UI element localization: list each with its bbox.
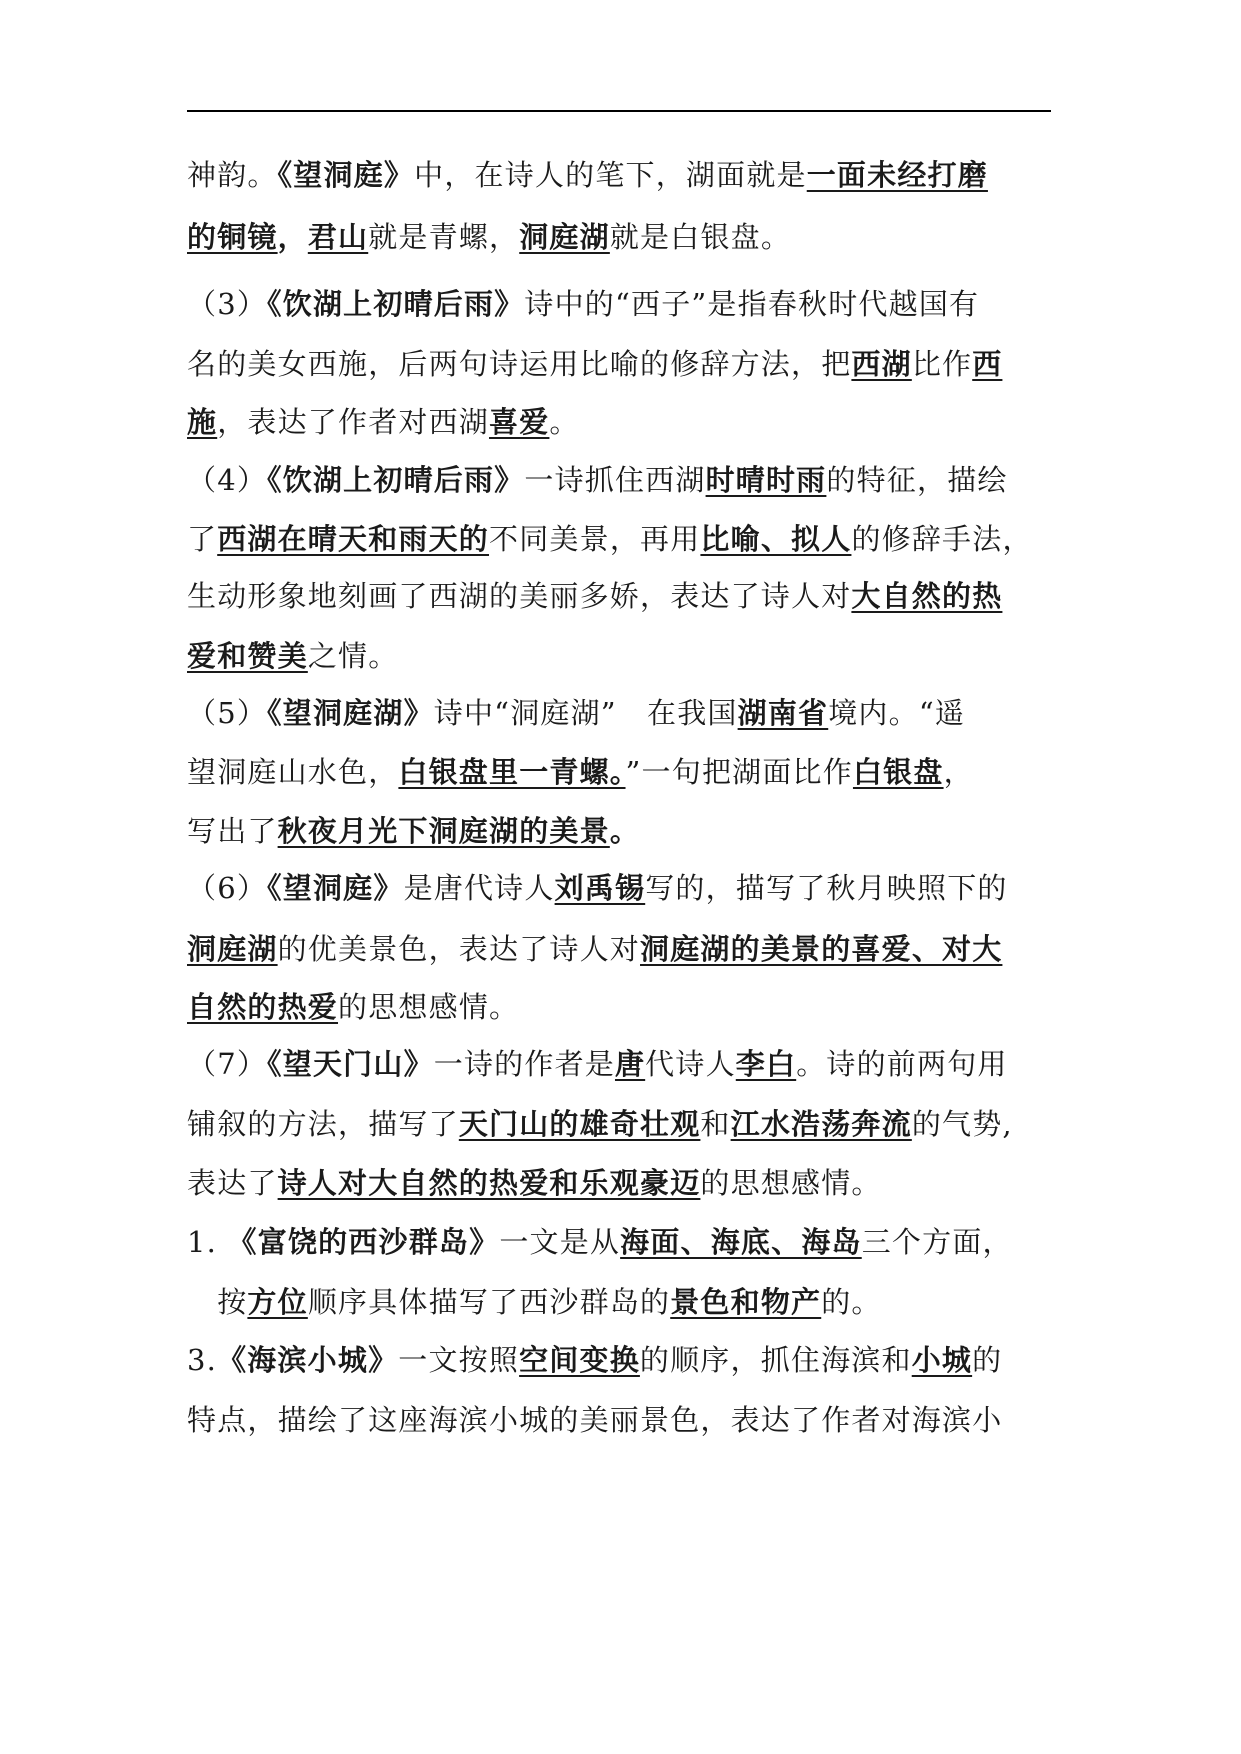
- answer-text: 君山: [307, 220, 369, 254]
- answer-text: 白银盘: [852, 755, 944, 789]
- body-text: 铺叙的方法，描写了: [187, 1107, 459, 1141]
- body-text: 写的，描写了秋月映照下的: [645, 871, 1008, 905]
- body-text: 的。: [821, 1285, 882, 1319]
- body-text: 名的美女西施，后两句诗运用比喻的修辞方法，把: [187, 347, 852, 381]
- body-text: 一诗抓住西湖: [524, 463, 706, 497]
- text-line: [187, 1400, 1057, 1440]
- text-line: [187, 519, 1057, 559]
- body-text: 代诗人: [645, 1047, 736, 1081]
- body-text: 神韵。: [187, 158, 278, 192]
- body-text: （5）: [187, 696, 268, 730]
- text-line: [187, 811, 1057, 851]
- answer-text: 天门山的雄奇壮观: [458, 1107, 701, 1141]
- answer-text: 爱和赞美: [187, 639, 308, 673]
- answer-text: 施: [187, 405, 218, 439]
- body-text: 就是青螺，: [368, 220, 520, 254]
- answer-text: 洞庭湖: [519, 220, 610, 254]
- title-text: 《富饶的西沙群岛》: [227, 1225, 500, 1259]
- text-line: [187, 929, 1057, 969]
- body-text: 生动形象地刻画了西湖的美丽多娇，表达了诗人对: [187, 579, 852, 613]
- text-line: [187, 1104, 1057, 1144]
- body-text: ，: [943, 755, 974, 789]
- title-text: 《望洞庭》: [267, 871, 404, 905]
- body-text: 顺序具体描写了西沙群岛的: [307, 1285, 671, 1319]
- text-line: [187, 1163, 1057, 1203]
- answer-text: 李白: [735, 1047, 797, 1081]
- answer-text: 自然的热爱: [187, 990, 339, 1024]
- body-text: 的气势,: [911, 1107, 1013, 1141]
- body-text: 写出了: [187, 814, 278, 848]
- body-text: 。: [549, 405, 580, 439]
- body-text: （6）: [187, 871, 268, 905]
- text-line: [187, 155, 1057, 195]
- answer-text: 西湖在晴天和雨天的: [217, 522, 490, 556]
- title-text: 《饮湖上初晴后雨》: [267, 287, 525, 321]
- answer-text: 诗人对大自然的热爱和乐观豪迈: [277, 1166, 701, 1200]
- title-text: 《饮湖上初晴后雨》: [267, 463, 525, 497]
- body-text: 3.: [187, 1343, 218, 1377]
- body-text: 特点，描绘了这座海滨小城的美丽景色，表达了作者对海滨小: [187, 1403, 1003, 1437]
- answer-text: 喜爱: [489, 405, 550, 439]
- body-text: 诗中的“西子”是指春秋时代越国有: [524, 287, 980, 321]
- text-line: [187, 1044, 1057, 1084]
- answer-text: 刘禹锡: [554, 871, 646, 905]
- body-text: 之情。: [307, 639, 399, 673]
- answer-text: 洞庭湖: [187, 932, 278, 966]
- answer-text: 西: [972, 347, 1003, 381]
- header-rule: [187, 110, 1051, 112]
- body-text: 就是白银盘。: [609, 220, 792, 254]
- answer-text: 景色和物产: [670, 1285, 822, 1319]
- title-text: 《望洞庭》: [277, 158, 415, 192]
- body-text: 一文按照: [398, 1343, 520, 1377]
- answer-text: 湖南省: [737, 696, 829, 730]
- text-line: [187, 1282, 1057, 1322]
- body-text: ”一句把湖面比作: [625, 755, 853, 789]
- answer-text: 西湖: [851, 347, 912, 381]
- body-text: 的顺序，抓住海滨和: [639, 1343, 912, 1377]
- answer-text: 比喻、拟人: [700, 522, 852, 556]
- answer-text: 空间变换: [519, 1343, 640, 1377]
- body-text: ，表达了作者对西湖: [217, 405, 490, 439]
- body-text: （3）: [187, 287, 268, 321]
- title-text: 《望天门山》: [267, 1047, 434, 1081]
- answer-text: 洞庭湖的美景的喜爱、对大: [640, 932, 1003, 966]
- body-text: 一文是从: [499, 1225, 621, 1259]
- answer-text: 小城: [911, 1343, 973, 1377]
- body-text: 望洞庭山水色，: [187, 755, 399, 789]
- title-text: 《海滨小城》: [217, 1343, 399, 1377]
- body-text: （4）: [187, 463, 268, 497]
- title-text: 《望洞庭湖》: [267, 696, 434, 730]
- answer-text: 白银盘里一青螺。: [398, 755, 626, 789]
- body-text: 。诗的前两句用: [796, 1047, 1008, 1081]
- text-line: [187, 987, 1057, 1027]
- body-text: 的: [972, 1343, 1003, 1377]
- body-text: 一诗的作者是: [433, 1047, 615, 1081]
- text-line: [187, 868, 1057, 908]
- body-text: 的优美景色，表达了诗人对: [277, 932, 641, 966]
- text-line: [187, 576, 1057, 616]
- text-line: [187, 460, 1057, 500]
- body-text: 不同美景，再用: [489, 522, 701, 556]
- body-text: 的思想感情。: [338, 990, 520, 1024]
- body-text: 的修辞手法，: [851, 522, 1033, 556]
- body-text: 的思想感情。: [700, 1166, 882, 1200]
- text-line: [187, 752, 1057, 792]
- text-line: [187, 284, 1057, 324]
- body-text: 是唐代诗人: [403, 871, 555, 905]
- text-line: [187, 636, 1057, 676]
- answer-text: 唐: [614, 1047, 646, 1081]
- text-line: [187, 1222, 1057, 1262]
- answer-text: 大自然的热: [851, 579, 1003, 613]
- body-text: 三个方面，: [861, 1225, 1013, 1259]
- body-text: 按: [187, 1285, 248, 1319]
- answer-text: 时晴时雨: [705, 463, 827, 497]
- body-text: （7）: [187, 1047, 268, 1081]
- text-line: [187, 344, 1057, 384]
- text-line: [187, 1340, 1057, 1380]
- answer-text: 方位: [247, 1285, 308, 1319]
- answer-text: 的铜镜: [187, 220, 278, 254]
- answer-text: 海面、海底、海岛: [620, 1225, 862, 1259]
- answer-text: 江水浩荡奔流: [730, 1107, 912, 1141]
- body-text: 比作: [911, 347, 973, 381]
- answer-text: 一面未经打磨: [806, 158, 988, 192]
- title-text: 。: [609, 814, 641, 848]
- text-line: [187, 217, 1057, 257]
- title-text: ，: [277, 220, 308, 254]
- body-text: 境内。“遥: [828, 696, 966, 730]
- body-text: 和: [700, 1107, 731, 1141]
- body-text: 了: [187, 522, 218, 556]
- text-line: [187, 402, 1057, 442]
- body-text: 表达了: [187, 1166, 278, 1200]
- body-text: 1.: [187, 1225, 228, 1259]
- text-line: [187, 693, 1057, 733]
- answer-text: 秋夜月光下洞庭湖的美景: [277, 814, 610, 848]
- body-text: 中，在诗人的笔下，湖面就是: [414, 158, 807, 192]
- body-text: 诗中“洞庭湖” 在我国: [433, 696, 738, 730]
- body-text: 的特征，描绘: [826, 463, 1008, 497]
